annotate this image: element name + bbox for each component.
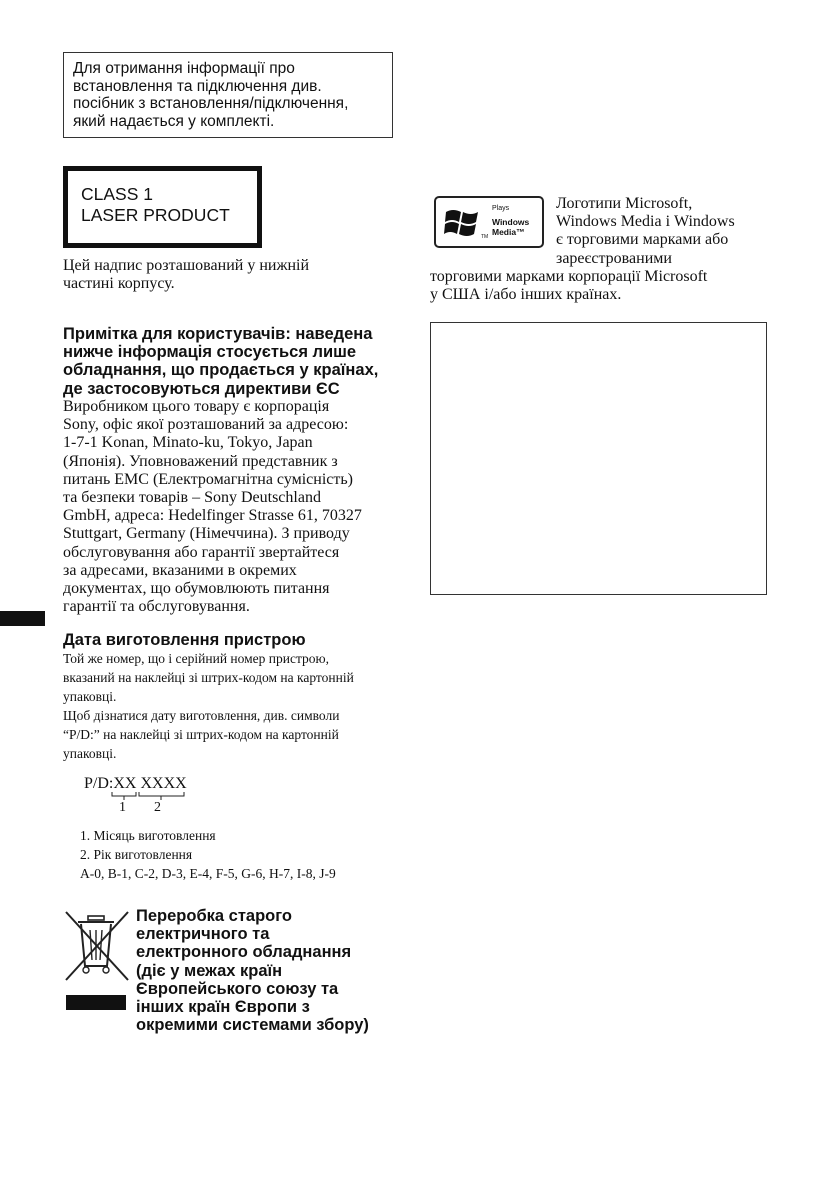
weee-heading: Переробка старого електричного та електронного обладнання (діє у межах країн Європейського союзу та інших країн Європи з окремими системами збору) [136, 907, 369, 1035]
install-note-line: Для отримання інформації про [73, 60, 295, 77]
manufacture-date-heading: Дата виготовлення пристрою [63, 631, 306, 649]
install-note-line: посібник з встановлення/підключення, [73, 95, 349, 112]
empty-notice-box [430, 322, 767, 595]
logo-windows-media-text: Windows Media™ [492, 217, 530, 237]
install-note-line: який надається у комплекті. [73, 112, 275, 130]
trademark-text-full: торговими марками корпорації Microsoft у США і/або інших країнах. [430, 268, 708, 304]
manufacture-date-body: Той же номер, що і серійний номер пристрою, вказаний на наклейці зі штрих-кодом на картонній упаковці. Щоб дізнатися дату виготовлення, див. символи “P/D:” на наклейці зі штрих-кодом на картонній упаковці. [63, 651, 354, 761]
laser-class-text: CLASS 1 [81, 184, 153, 204]
logo-plays-text: Plays [492, 205, 510, 212]
logo-tm-mark: TM [481, 234, 489, 240]
laser-class-label [63, 166, 262, 248]
laser-caption: Цей надпис розташований у нижній частині корпусу. [63, 257, 310, 293]
laser-product-text: LASER PRODUCT [81, 205, 230, 225]
weee-black-bar [66, 995, 126, 1010]
manufacture-date-legend: 1. Місяць виготовлення 2. Рік виготовлення A-0, B-1, C-2, D-3, E-4, F-5, G-6, H-7, I-8, J-9 [80, 828, 336, 881]
eu-notice-body: Виробником цього товару є корпорація Sony, офіс якої розташований за адресою: 1-7-1 Konan, Minato-ku, Tokyo, Japan (Японія). Уповноважений представник з питань EMC (Електромагнітна сумісність) та безпеки товарів – Sony Deutschland GmbH, адреса: Hedelfinger Strasse 61, 70327 Stuttgart, Germany (Німеччина). З приводу обслуговування або гарантії звертайтеся за адресами, вказаними в окремих документах, що обумовлюють питання гарантії та обслуговування. [63, 398, 362, 616]
crossed-bin-icon [62, 908, 132, 986]
pd-code: P/D:XX XXXX [84, 775, 187, 792]
pd-marker-year: 2 [154, 800, 161, 815]
section-margin-tab [0, 611, 45, 626]
windows-flag-icon [444, 206, 480, 240]
eu-notice-heading: Примітка для користувачів: наведена нижче інформація стосується лише обладнання, що продається у країнах, де застосовуються директиви ЄС [63, 325, 379, 398]
install-note-line: встановлення та підключення див. [73, 77, 322, 95]
installation-note-box [63, 52, 393, 138]
pd-marker-month: 1 [119, 800, 126, 815]
windows-media-logo [434, 196, 544, 248]
trademark-text-right: Логотипи Microsoft, Windows Media і Windows є торговими марками або зареєстрованими [556, 195, 735, 267]
